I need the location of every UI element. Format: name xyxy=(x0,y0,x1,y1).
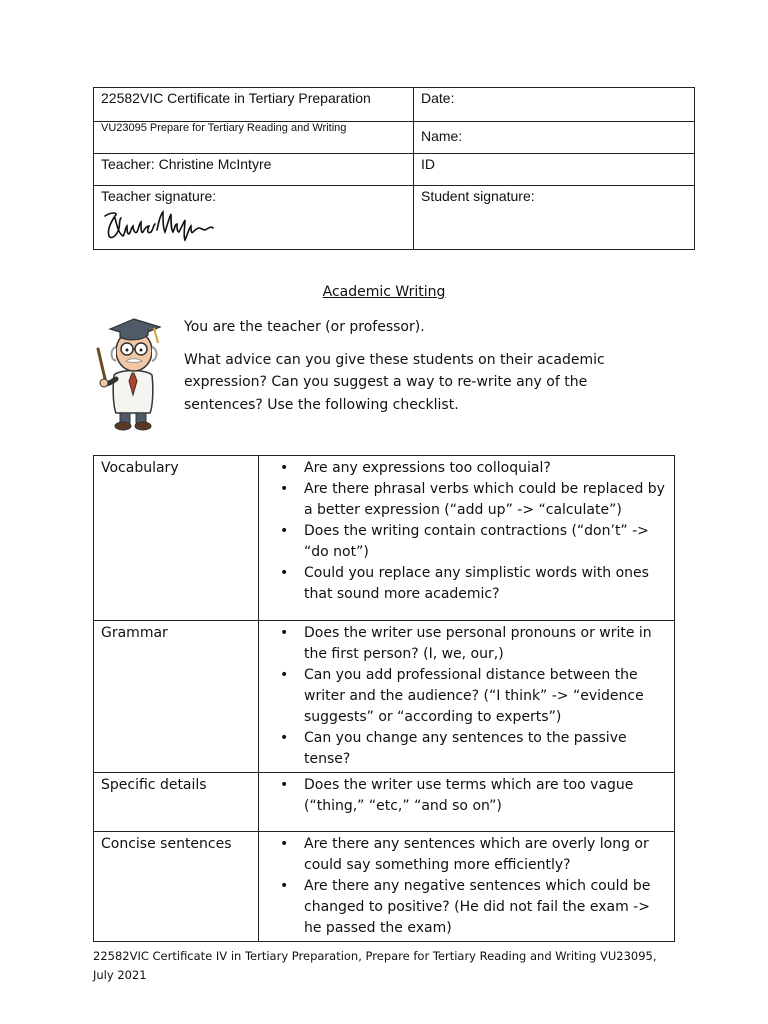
category-vocabulary: Vocabulary xyxy=(94,456,259,621)
table-row xyxy=(94,773,675,832)
list-item: • Are there any sentences which are overly long or could say something more efficiently? xyxy=(304,834,667,876)
checklist-table xyxy=(93,455,675,942)
teacher-signature-cell xyxy=(94,186,414,250)
list-item: • Are any expressions too colloquial? xyxy=(304,458,667,479)
unit-cell: VU23095 Prepare for Tertiary Reading and Writing xyxy=(94,122,414,154)
table-row xyxy=(94,832,675,942)
items-grammar xyxy=(259,621,675,773)
list-item: • Are there any negative sentences which could be changed to positive? (He did not fail the exam -> he passed the exam) xyxy=(304,876,667,939)
teacher-signature-icon xyxy=(101,206,221,246)
items-concise-sentences xyxy=(259,832,675,942)
list-item: • Can you add professional distance between the writer and the audience? (“I think” -> “evidence suggests” or “according to experts”) xyxy=(304,665,667,728)
header-table xyxy=(93,87,695,250)
professor-icon xyxy=(92,313,174,431)
category-concise-sentences: Concise sentences xyxy=(94,832,259,942)
list-item: • Does the writing contain contractions (“don’t” -> “do not”) xyxy=(304,521,667,563)
items-specific-details xyxy=(259,773,675,832)
table-row xyxy=(94,621,675,773)
footer-text: 22582VIC Certificate IV in Tertiary Preparation, Prepare for Tertiary Reading and Writing VU23095, July 2021 xyxy=(93,949,657,982)
course-cell: 22582VIC Certificate in Tertiary Preparation xyxy=(94,88,414,122)
date-field[interactable]: Date: xyxy=(414,88,695,122)
teacher-cell: Teacher: Christine McIntyre xyxy=(94,154,414,186)
list-item: • Are there phrasal verbs which could be replaced by a better expression (“add up” -> “calculate”) xyxy=(304,479,667,521)
page-title: Academic Writing xyxy=(322,284,446,300)
intro-line-1: You are the teacher (or professor). xyxy=(184,319,425,335)
name-field[interactable]: Name: xyxy=(414,122,695,154)
items-vocabulary xyxy=(259,456,675,621)
id-field[interactable]: ID xyxy=(414,154,695,186)
intro-line-2: What advice can you give these students on their academic expression? Can you suggest a way to re-write any of the sentences? Use the following checklist. xyxy=(184,351,605,413)
list-item: • Does the writer use personal pronouns or write in the first person? (I, we, our,) xyxy=(304,623,667,665)
intro-text xyxy=(184,316,654,426)
student-signature-field[interactable]: Student signature: xyxy=(414,186,695,250)
list-item: • Does the writer use terms which are too vague (“thing,” “etc,” “and so on”) xyxy=(304,775,667,817)
table-row xyxy=(94,456,675,621)
teacher-signature-label: Teacher signature: xyxy=(101,188,217,204)
list-item: • Can you change any sentences to the passive tense? xyxy=(304,728,667,770)
category-specific-details: Specific details xyxy=(94,773,259,832)
list-item: • Could you replace any simplistic words with ones that sound more academic? xyxy=(304,563,667,605)
category-grammar: Grammar xyxy=(94,621,259,773)
